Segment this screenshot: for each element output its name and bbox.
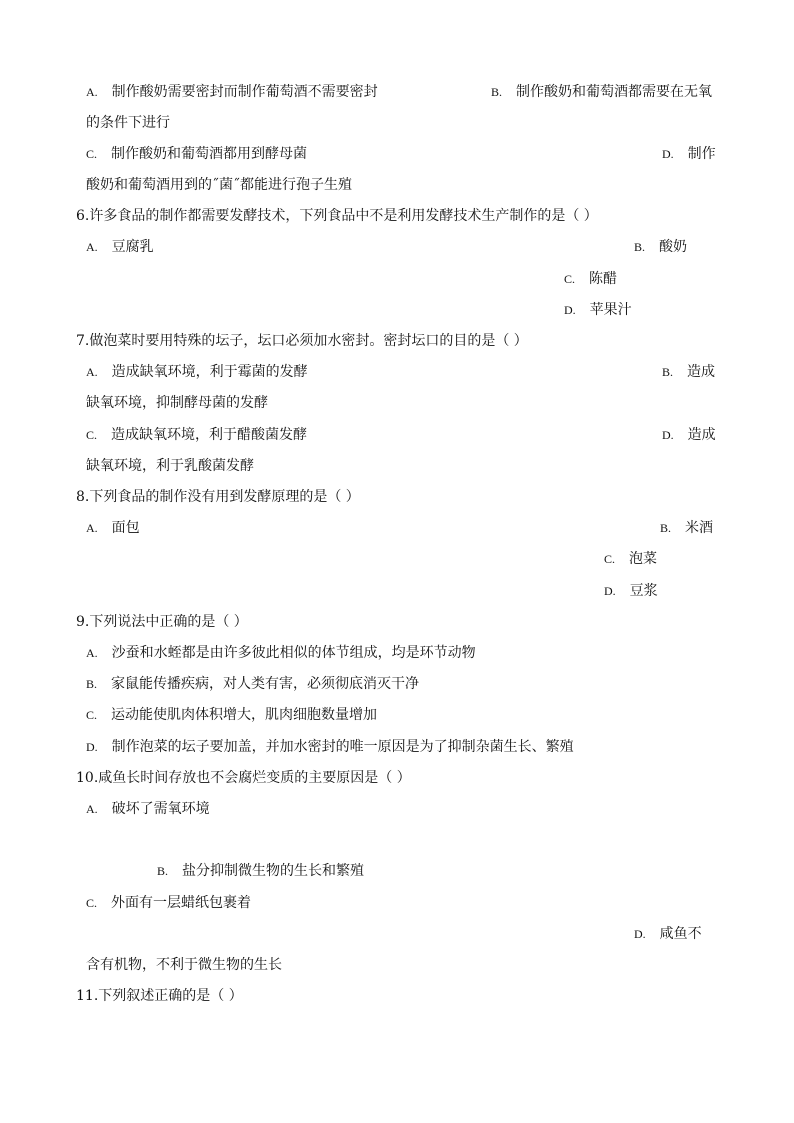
q10-option-d: [634, 924, 702, 944]
q5-option-b-continued: 的条件下进行: [86, 115, 170, 131]
option-text: 咸鱼不: [659, 926, 702, 942]
q5-option-b: [491, 82, 712, 102]
q7-stem: 7.做泡菜时要用特殊的坛子，坛口必须加水密封。密封坛口的目的是（ ）: [76, 333, 528, 349]
option-text: 运动能使肌肉体积增大，肌肉细胞数量增加: [111, 707, 378, 723]
option-text: 制作酸奶和葡萄酒都用到酵母菌: [111, 146, 308, 162]
option-letter: D.: [86, 740, 98, 754]
option-letter: D.: [564, 303, 576, 317]
q5-option-a: [86, 82, 378, 102]
q8-option-a: [86, 518, 140, 538]
q8-option-c: [604, 549, 657, 569]
q10-option-b: [157, 861, 364, 881]
option-letter: D.: [604, 584, 616, 598]
q9-option-a: [86, 643, 476, 663]
option-text: 豆浆: [629, 583, 658, 599]
option-text: 制作: [687, 146, 716, 162]
q10-stem: 10.咸鱼长时间存放也不会腐烂变质的主要原因是（ ）: [76, 770, 411, 786]
option-letter: C.: [564, 272, 576, 286]
q8-option-d: [604, 581, 658, 601]
option-text: 破坏了需氧环境: [111, 801, 210, 817]
option-letter: A.: [86, 85, 98, 99]
option-text: 泡菜: [629, 551, 658, 567]
option-text: 盐分抑制微生物的生长和繁殖: [182, 863, 365, 879]
option-text: 造成缺氧环境，利于醋酸菌发酵: [111, 427, 308, 443]
option-text: 外面有一层蜡纸包裹着: [111, 895, 252, 911]
q10-option-a: [86, 799, 210, 819]
option-text: 造成: [687, 364, 716, 380]
q7-option-d: [662, 425, 716, 445]
option-letter: B.: [157, 864, 169, 878]
option-text: 造成: [687, 427, 716, 443]
q7-option-d-continued: 缺氧环境，利于乳酸菌发酵: [86, 458, 254, 474]
option-text: 造成缺氧环境，利于霉菌的发酵: [111, 364, 308, 380]
q7-option-c: [86, 425, 307, 445]
q8-stem: 8.下列食品的制作没有用到发酵原理的是（ ）: [76, 489, 360, 505]
option-letter: A.: [86, 802, 98, 816]
q6-stem: 6.许多食品的制作都需要发酵技术，下列食品中不是利用发酵技术生产制作的是（ ）: [76, 208, 598, 224]
option-letter: D.: [662, 428, 674, 442]
q6-option-b: [634, 237, 687, 257]
option-letter: C.: [604, 552, 616, 566]
option-letter: A.: [86, 365, 98, 379]
q9-option-d: [86, 737, 574, 757]
q6-option-c: [564, 269, 617, 289]
q7-option-b-continued: 缺氧环境，抑制酵母菌的发酵: [86, 395, 268, 411]
option-text: 米酒: [685, 520, 714, 536]
option-text: 制作酸奶和葡萄酒都需要在无氧: [516, 84, 713, 100]
option-letter: B.: [662, 365, 674, 379]
q7-option-b: [662, 362, 715, 382]
option-text: 豆腐乳: [111, 239, 154, 255]
option-letter: D.: [662, 147, 674, 161]
option-text: 家鼠能传播疾病，对人类有害，必须彻底消灭干净: [111, 676, 420, 692]
q9-option-c: [86, 705, 377, 725]
q7-option-a: [86, 362, 308, 382]
option-letter: C.: [86, 147, 98, 161]
q5-option-c: [86, 144, 307, 164]
option-text: 制作酸奶需要密封而制作葡萄酒不需要密封: [111, 84, 378, 100]
q5-option-d-continued: 酸奶和葡萄酒用到的˝菌˝都能进行孢子生殖: [86, 177, 352, 193]
option-letter: B.: [634, 240, 646, 254]
option-letter: B.: [660, 521, 672, 535]
q6-option-a: [86, 237, 154, 257]
q9-stem: 9.下列说法中正确的是（ ）: [76, 614, 248, 630]
option-text: 酸奶: [659, 239, 688, 255]
option-letter: A.: [86, 521, 98, 535]
q11-stem: 11.下列叙述正确的是（ ）: [76, 988, 243, 1004]
option-letter: B.: [491, 85, 503, 99]
option-text: 陈醋: [589, 271, 618, 287]
q6-option-d: [564, 300, 632, 320]
option-letter: D.: [634, 927, 646, 941]
option-letter: C.: [86, 896, 98, 910]
option-letter: C.: [86, 708, 98, 722]
option-letter: A.: [86, 240, 98, 254]
q10-option-c: [86, 893, 251, 913]
option-text: 面包: [111, 520, 140, 536]
q5-option-d: [662, 144, 716, 164]
option-letter: B.: [86, 677, 98, 691]
option-text: 制作泡菜的坛子要加盖，并加水密封的唯一原因是为了抑制杂菌生长、繁殖: [111, 739, 574, 755]
option-letter: C.: [86, 428, 98, 442]
q9-option-b: [86, 674, 419, 694]
q8-option-b: [660, 518, 713, 538]
option-letter: A.: [86, 646, 98, 660]
q10-option-d-continued: 含有机物，不利于微生物的生长: [86, 957, 282, 973]
option-text: 沙蚕和水蛭都是由许多彼此相似的体节组成，均是环节动物: [111, 645, 476, 661]
option-text: 苹果汁: [589, 302, 632, 318]
